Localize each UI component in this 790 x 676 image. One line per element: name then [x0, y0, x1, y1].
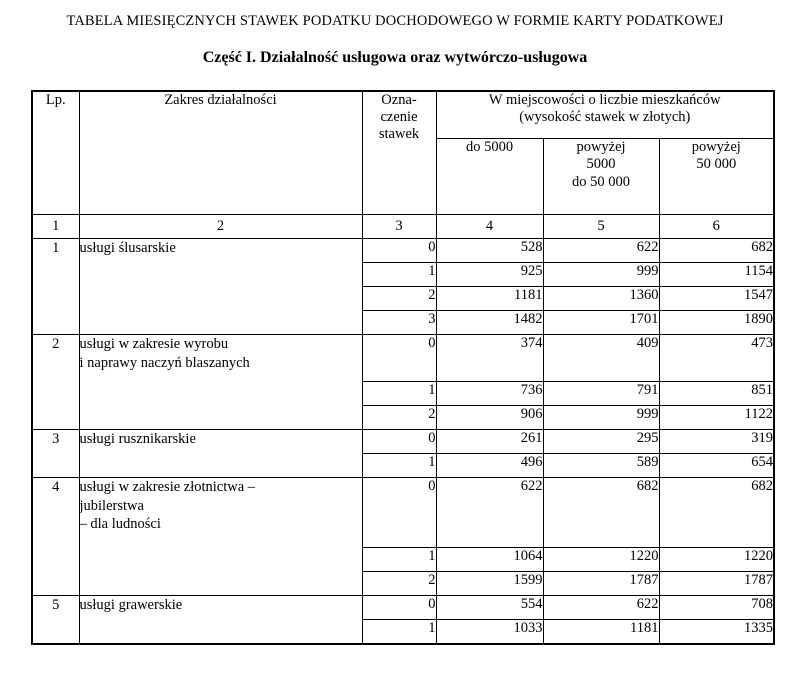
row-value-over-50000: 682: [659, 239, 774, 263]
header-col5-line2: 5000: [586, 156, 616, 173]
row-rate-mark: 1: [362, 454, 436, 478]
document-title: TABELA MIESIĘCZNYCH STAWEK PODATKU DOCHODOWEGO W FORMIE KARTY PODATKOWEJ: [66, 13, 724, 29]
header-scope: Zakres działalności: [79, 91, 362, 215]
header-population-line1: W miejscowości o liczbie mieszkańców: [488, 92, 721, 108]
header-col5-line3: do 50 000: [572, 173, 630, 190]
column-number-4: 4: [436, 215, 543, 239]
header-rate-mark-line3: stawek: [378, 126, 420, 143]
row-scope: [79, 596, 362, 645]
row-scope-line: usługi w zakresie złotnictwa –: [79, 479, 256, 495]
header-col6-line2: 50 000: [696, 156, 737, 173]
row-value-over-50000: 473: [659, 335, 774, 382]
row-value-over-50000: 708: [659, 596, 774, 620]
row-value-5000-50000: 622: [543, 596, 659, 620]
row-rate-mark: 2: [362, 572, 436, 596]
tax-rates-table: [31, 90, 775, 645]
header-population-line2: (wysokość stawek w złotych): [519, 109, 691, 126]
row-value-over-50000: 851: [659, 382, 774, 406]
row-value-upto-5000: 1599: [436, 572, 543, 596]
row-value-over-50000: 1154: [659, 263, 774, 287]
row-value-over-50000: 682: [659, 478, 774, 548]
row-scope-line: i naprawy naczyń blaszanych: [79, 354, 250, 371]
row-rate-mark: 0: [362, 430, 436, 454]
row-lp: 2: [32, 335, 79, 430]
header-population-group: [436, 91, 774, 139]
row-value-upto-5000: 1033: [436, 620, 543, 645]
row-value-5000-50000: 622: [543, 239, 659, 263]
row-scope-line: – dla ludności: [79, 516, 161, 533]
row-value-upto-5000: 1064: [436, 548, 543, 572]
row-value-over-50000: 1122: [659, 406, 774, 430]
row-scope: [79, 239, 362, 335]
header-rate-mark-line2: czenie: [380, 109, 418, 126]
header-col-5000-to-50000: [543, 139, 659, 215]
table-row: [32, 596, 774, 620]
header-rate-mark: [362, 91, 436, 215]
row-value-upto-5000: 1482: [436, 311, 543, 335]
row-scope-line: jubilerstwa: [79, 497, 144, 514]
row-scope-line: usługi ślusarskie: [79, 240, 176, 256]
part-title: Część I. Działalność usługowa oraz wytwórczo-usługowa: [202, 49, 588, 66]
row-lp: 1: [32, 239, 79, 335]
row-rate-mark: 0: [362, 596, 436, 620]
row-value-over-50000: 654: [659, 454, 774, 478]
row-scope-line: usługi w zakresie wyrobu: [79, 336, 229, 352]
row-rate-mark: 2: [362, 406, 436, 430]
row-value-upto-5000: 261: [436, 430, 543, 454]
row-scope-line: usługi grawerskie: [79, 597, 183, 613]
table-row: [32, 430, 774, 454]
row-value-5000-50000: 295: [543, 430, 659, 454]
row-value-5000-50000: 1360: [543, 287, 659, 311]
column-number-2: 2: [79, 215, 362, 239]
header-lp: Lp.: [32, 91, 79, 215]
row-value-over-50000: 319: [659, 430, 774, 454]
row-value-upto-5000: 622: [436, 478, 543, 548]
row-value-5000-50000: 409: [543, 335, 659, 382]
row-rate-mark: 1: [362, 382, 436, 406]
table-header: [32, 91, 774, 239]
row-value-over-50000: 1220: [659, 548, 774, 572]
table-row: [32, 239, 774, 263]
row-value-5000-50000: 791: [543, 382, 659, 406]
row-value-5000-50000: 999: [543, 406, 659, 430]
row-scope: [79, 430, 362, 478]
tax-rates-table-container: [31, 90, 773, 645]
row-rate-mark: 1: [362, 548, 436, 572]
column-number-1: 1: [32, 215, 79, 239]
row-value-5000-50000: 1181: [543, 620, 659, 645]
row-value-5000-50000: 1701: [543, 311, 659, 335]
row-rate-mark: 2: [362, 287, 436, 311]
row-value-over-50000: 1335: [659, 620, 774, 645]
row-lp: 4: [32, 478, 79, 596]
table-row: [32, 335, 774, 382]
row-scope: [79, 335, 362, 430]
row-value-upto-5000: 374: [436, 335, 543, 382]
row-value-upto-5000: 925: [436, 263, 543, 287]
column-number-3: 3: [362, 215, 436, 239]
column-number-row: [32, 215, 774, 239]
row-scope-line: usługi rusznikarskie: [79, 431, 196, 447]
header-col-over-50000: [659, 139, 774, 215]
header-col6-line1: powyżej: [691, 139, 741, 156]
row-rate-mark: 1: [362, 620, 436, 645]
table-row: [32, 478, 774, 548]
row-value-upto-5000: 736: [436, 382, 543, 406]
row-value-upto-5000: 528: [436, 239, 543, 263]
row-value-over-50000: 1787: [659, 572, 774, 596]
header-col-upto-5000: do 5000: [436, 139, 543, 215]
row-value-5000-50000: 1220: [543, 548, 659, 572]
row-value-5000-50000: 999: [543, 263, 659, 287]
row-value-5000-50000: 682: [543, 478, 659, 548]
row-rate-mark: 0: [362, 335, 436, 382]
header-rate-mark-line1: Ozna-: [381, 92, 417, 108]
table-body: [32, 239, 774, 645]
row-value-5000-50000: 1787: [543, 572, 659, 596]
row-value-upto-5000: 496: [436, 454, 543, 478]
row-value-over-50000: 1547: [659, 287, 774, 311]
row-lp: 5: [32, 596, 79, 645]
column-number-6: 6: [659, 215, 774, 239]
row-value-upto-5000: 906: [436, 406, 543, 430]
row-value-upto-5000: 554: [436, 596, 543, 620]
row-scope: [79, 478, 362, 596]
row-rate-mark: 0: [362, 478, 436, 548]
row-value-upto-5000: 1181: [436, 287, 543, 311]
row-rate-mark: 0: [362, 239, 436, 263]
header-row-top: [32, 91, 774, 139]
column-number-5: 5: [543, 215, 659, 239]
row-value-5000-50000: 589: [543, 454, 659, 478]
row-value-over-50000: 1890: [659, 311, 774, 335]
row-rate-mark: 1: [362, 263, 436, 287]
header-col5-line1: powyżej: [576, 139, 626, 156]
row-rate-mark: 3: [362, 311, 436, 335]
row-lp: 3: [32, 430, 79, 478]
